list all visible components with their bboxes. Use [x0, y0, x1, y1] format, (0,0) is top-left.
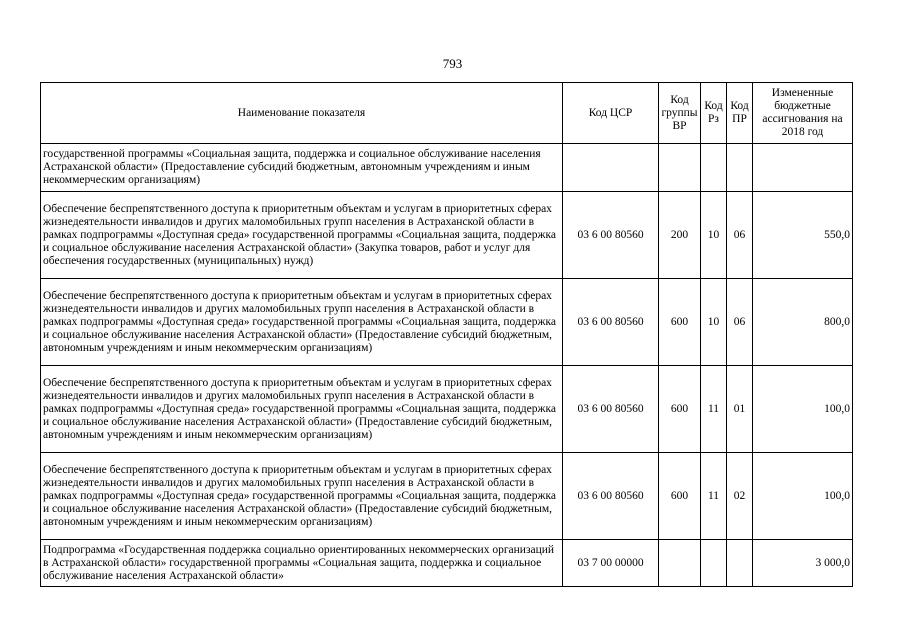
cell-amount: 550,0 — [753, 192, 853, 279]
cell-vr: 600 — [659, 453, 701, 540]
header-vr: Код группы ВР — [659, 83, 701, 144]
cell-rz: 10 — [701, 279, 727, 366]
header-rz: Код Рз — [701, 83, 727, 144]
header-csr: Код ЦСР — [563, 83, 659, 144]
header-pr: Код ПР — [727, 83, 753, 144]
cell-csr: 03 6 00 80560 — [563, 279, 659, 366]
cell-name: Обеспечение беспрепятственного доступа к приоритетным объектам и услугам в приоритетных сферах жизнедеятельности инвалидов и других маломобильных групп населения в Астраханской области в рамках подпрограммы «Доступная среда» государственной программы «Социальная защита, поддержка и социальное обслуживание населения Астраханской области» (Закупка товаров, работ и услуг для обеспечения государственных (муниципальных) нужд) — [41, 192, 563, 279]
cell-pr — [727, 144, 753, 192]
table-row — [41, 453, 853, 540]
cell-amount: 100,0 — [753, 366, 853, 453]
cell-pr: 06 — [727, 279, 753, 366]
cell-rz — [701, 144, 727, 192]
table-row — [41, 366, 853, 453]
cell-vr — [659, 540, 701, 587]
cell-vr — [659, 144, 701, 192]
cell-rz: 11 — [701, 366, 727, 453]
cell-csr: 03 7 00 00000 — [563, 540, 659, 587]
cell-rz: 10 — [701, 192, 727, 279]
cell-name: Обеспечение беспрепятственного доступа к приоритетным объектам и услугам в приоритетных сферах жизнедеятельности инвалидов и других маломобильных групп населения в Астраханской области в рамках подпрограммы «Доступная среда» государственной программы «Социальная защита, поддержка и социальное обслуживание населения Астраханской области» (Предоставление субсидий бюджетным, автономным учреждениям и иным некоммерческим организациям) — [41, 366, 563, 453]
cell-amount — [753, 144, 853, 192]
cell-csr: 03 6 00 80560 — [563, 453, 659, 540]
table-row — [41, 279, 853, 366]
table-row — [41, 192, 853, 279]
cell-rz: 11 — [701, 453, 727, 540]
cell-pr: 02 — [727, 453, 753, 540]
cell-vr: 600 — [659, 366, 701, 453]
cell-name: Обеспечение беспрепятственного доступа к приоритетным объектам и услугам в приоритетных сферах жизнедеятельности инвалидов и других маломобильных групп населения в Астраханской области в рамках подпрограммы «Доступная среда» государственной программы «Социальная защита, поддержка и социальное обслуживание населения Астраханской области» (Предоставление субсидий бюджетным, автономным учреждениям и иным некоммерческим организациям) — [41, 453, 563, 540]
cell-name: Обеспечение беспрепятственного доступа к приоритетным объектам и услугам в приоритетных сферах жизнедеятельности инвалидов и других маломобильных групп населения в Астраханской области в рамках подпрограммы «Доступная среда» государственной программы «Социальная защита, поддержка и социальное обслуживание населения Астраханской области» (Предоставление субсидий бюджетным, автономным учреждениям и иным некоммерческим организациям) — [41, 279, 563, 366]
table-row — [41, 144, 853, 192]
cell-pr: 06 — [727, 192, 753, 279]
header-row — [41, 83, 853, 144]
cell-amount: 800,0 — [753, 279, 853, 366]
page-number: 793 — [442, 56, 463, 71]
cell-csr: 03 6 00 80560 — [563, 192, 659, 279]
cell-amount: 100,0 — [753, 453, 853, 540]
table-row — [41, 540, 853, 587]
header-amount: Измененные бюджетные ассигнования на 2018 год — [753, 83, 853, 144]
cell-csr: 03 6 00 80560 — [563, 366, 659, 453]
cell-pr — [727, 540, 753, 587]
cell-name: государственной программы «Социальная защита, поддержка и социальное обслуживание населения Астраханской области» (Предоставление субсидий бюджетным, автономным учреждениям и иным некоммерческим организациям) — [41, 144, 563, 192]
cell-csr — [563, 144, 659, 192]
budget-table — [40, 82, 853, 587]
cell-pr: 01 — [727, 366, 753, 453]
cell-vr: 200 — [659, 192, 701, 279]
cell-amount: 3 000,0 — [753, 540, 853, 587]
header-name: Наименование показателя — [41, 83, 563, 144]
cell-name: Подпрограмма «Государственная поддержка социально ориентированных некоммерческих организаций в Астраханской области» государственной программы «Социальная защита, поддержка и социальное обслуживание населения Астраханской области» — [41, 540, 563, 587]
cell-rz — [701, 540, 727, 587]
cell-vr: 600 — [659, 279, 701, 366]
